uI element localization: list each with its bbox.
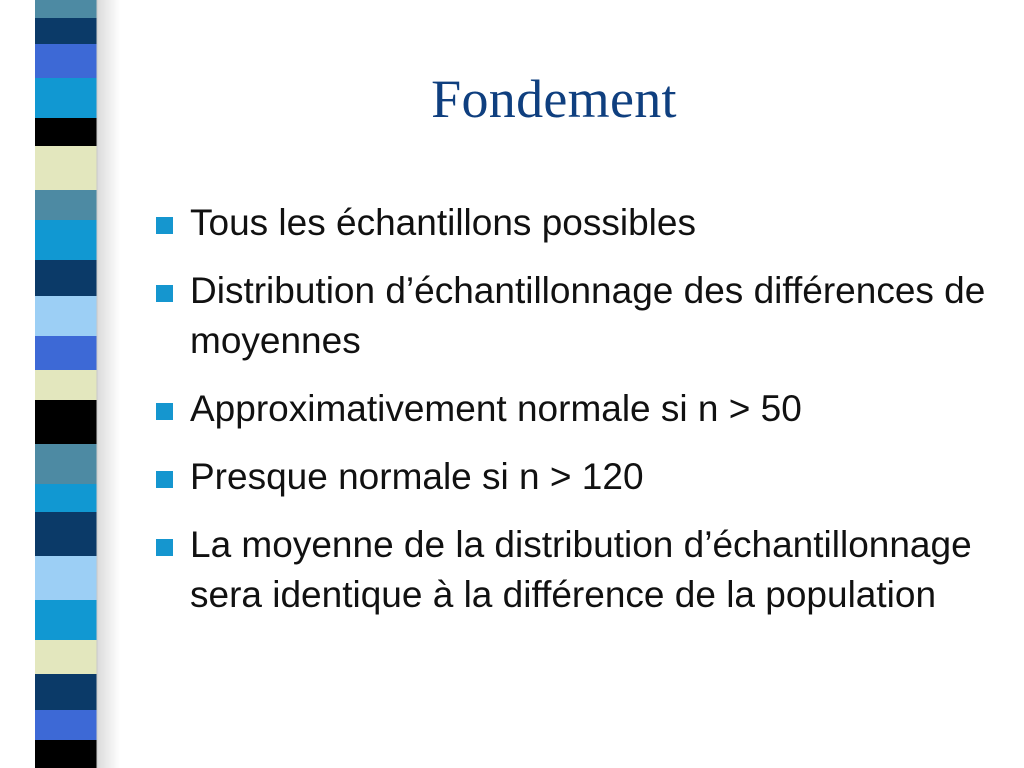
square-bullet-icon bbox=[156, 217, 173, 234]
bullet-text: Distribution d’échantillonnage des différences de moyennes bbox=[190, 270, 986, 361]
bullet-text: Approximativement normale si n > 50 bbox=[190, 388, 802, 429]
slide-title: Fondement bbox=[431, 69, 677, 129]
square-bullet-icon bbox=[156, 539, 173, 556]
square-bullet-icon bbox=[156, 285, 173, 302]
bullet-item bbox=[154, 520, 994, 620]
bullet-item bbox=[154, 266, 994, 366]
bullet-list bbox=[154, 198, 994, 638]
bullet-text: La moyenne de la distribution d’échantillonnage sera identique à la différence de la population bbox=[190, 524, 972, 615]
bullet-item bbox=[154, 198, 994, 248]
bullet-item bbox=[154, 384, 994, 434]
bullet-text: Tous les échantillons possibles bbox=[190, 202, 696, 243]
square-bullet-icon bbox=[156, 403, 173, 420]
bullet-item bbox=[154, 452, 994, 502]
bullet-text: Presque normale si n > 120 bbox=[190, 456, 644, 497]
square-bullet-icon bbox=[156, 471, 173, 488]
